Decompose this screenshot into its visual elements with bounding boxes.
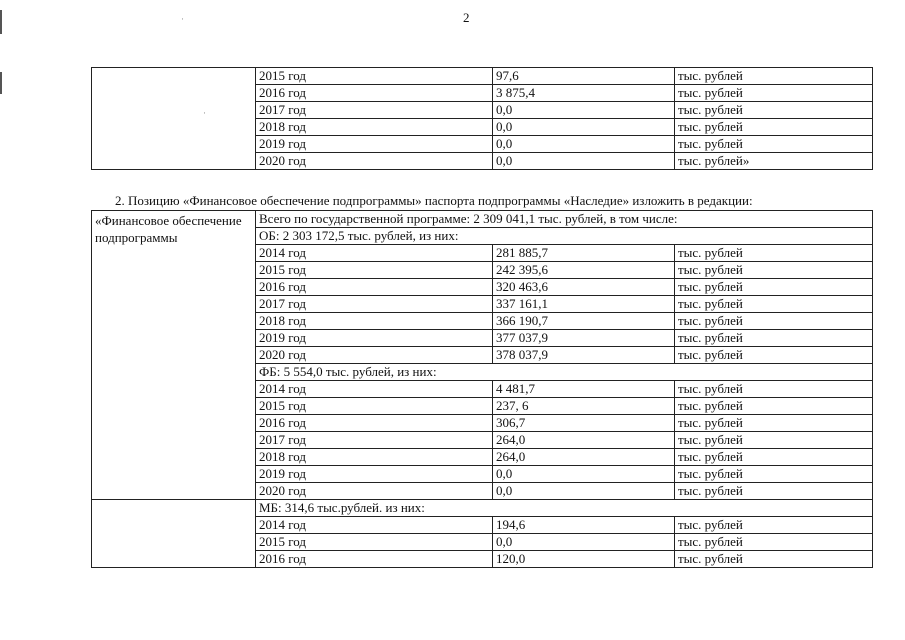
unit-cell: тыс. рублей bbox=[675, 398, 873, 415]
amount-cell: 0,0 bbox=[493, 153, 675, 170]
amount-cell: 0,0 bbox=[493, 483, 675, 500]
unit-cell: тыс. рублей bbox=[675, 296, 873, 313]
table-row bbox=[92, 68, 873, 85]
unit-cell: тыс. рублей bbox=[675, 432, 873, 449]
unit-cell: тыс. рублей bbox=[675, 136, 873, 153]
amount-cell: 306,7 bbox=[493, 415, 675, 432]
year-cell: 2019 год bbox=[256, 466, 493, 483]
unit-cell: тыс. рублей bbox=[675, 245, 873, 262]
empty-label-cell bbox=[92, 68, 256, 170]
amount-cell: 264,0 bbox=[493, 449, 675, 466]
amount-cell: 242 395,6 bbox=[493, 262, 675, 279]
year-cell: 2016 год bbox=[256, 551, 493, 568]
unit-cell: тыс. рублей bbox=[675, 85, 873, 102]
year-cell: 2015 год bbox=[256, 262, 493, 279]
year-cell: 2016 год bbox=[256, 415, 493, 432]
unit-cell: тыс. рублей bbox=[675, 449, 873, 466]
year-cell: 2018 год bbox=[256, 119, 493, 136]
amount-cell: 281 885,7 bbox=[493, 245, 675, 262]
amount-cell: 0,0 bbox=[493, 119, 675, 136]
unit-cell: тыс. рублей bbox=[675, 330, 873, 347]
section-header: МБ: 314,6 тыс.рублей. из них: bbox=[256, 500, 873, 517]
amount-cell: 0,0 bbox=[493, 534, 675, 551]
unit-cell: тыс. рублей bbox=[675, 381, 873, 398]
unit-cell: тыс. рублей bbox=[675, 68, 873, 85]
year-cell: 2015 год bbox=[256, 68, 493, 85]
amount-cell: 337 161,1 bbox=[493, 296, 675, 313]
year-cell: 2020 год bbox=[256, 153, 493, 170]
year-cell: 2014 год bbox=[256, 381, 493, 398]
amount-cell: 264,0 bbox=[493, 432, 675, 449]
year-cell: 2016 год bbox=[256, 85, 493, 102]
unit-cell: тыс. рублей bbox=[675, 313, 873, 330]
subprogram-funding-table bbox=[91, 210, 873, 568]
amount-cell: 3 875,4 bbox=[493, 85, 675, 102]
year-cell: 2015 год bbox=[256, 534, 493, 551]
year-cell: 2020 год bbox=[256, 347, 493, 364]
unit-cell: тыс. рублей bbox=[675, 483, 873, 500]
unit-cell: тыс. рублей bbox=[675, 534, 873, 551]
page-number: 2 bbox=[463, 10, 470, 25]
table-row bbox=[92, 211, 873, 228]
scan-edge-mark bbox=[0, 72, 2, 94]
scan-edge-mark bbox=[0, 10, 2, 34]
item-2-instruction: 2. Позицию «Финансовое обеспечение подпрограммы» паспорта подпрограммы «Наследие» изложить в редакции: bbox=[115, 193, 753, 208]
year-cell: 2016 год bbox=[256, 279, 493, 296]
year-cell: 2018 год bbox=[256, 449, 493, 466]
year-cell: 2017 год bbox=[256, 102, 493, 119]
year-cell: 2018 год bbox=[256, 313, 493, 330]
unit-cell: тыс. рублей bbox=[675, 262, 873, 279]
unit-cell: тыс. рублей bbox=[675, 466, 873, 483]
unit-cell: тыс. рублей bbox=[675, 102, 873, 119]
year-cell: 2019 год bbox=[256, 136, 493, 153]
amount-cell: 0,0 bbox=[493, 102, 675, 119]
empty-label-cell bbox=[92, 500, 256, 568]
amount-cell: 237, 6 bbox=[493, 398, 675, 415]
unit-cell: тыс. рублей bbox=[675, 551, 873, 568]
unit-cell: тыс. рублей bbox=[675, 347, 873, 364]
amount-cell: 320 463,6 bbox=[493, 279, 675, 296]
year-cell: 2014 год bbox=[256, 245, 493, 262]
year-cell: 2015 год bbox=[256, 398, 493, 415]
section-header-row bbox=[92, 500, 873, 517]
amount-cell: 120,0 bbox=[493, 551, 675, 568]
amount-cell: 377 037,9 bbox=[493, 330, 675, 347]
amount-cell: 97,6 bbox=[493, 68, 675, 85]
amount-cell: 4 481,7 bbox=[493, 381, 675, 398]
position-label: «Финансовое обеспечение подпрограммы bbox=[92, 211, 256, 500]
scan-speck: · bbox=[181, 14, 184, 24]
amount-cell: 0,0 bbox=[493, 136, 675, 153]
section-header: ФБ: 5 554,0 тыс. рублей, из них: bbox=[256, 364, 873, 381]
unit-cell: тыс. рублей bbox=[675, 279, 873, 296]
amount-cell: 366 190,7 bbox=[493, 313, 675, 330]
section-header: ОБ: 2 303 172,5 тыс. рублей, из них: bbox=[256, 228, 873, 245]
unit-cell: тыс. рублей bbox=[675, 119, 873, 136]
funding-table-continued bbox=[91, 67, 873, 170]
year-cell: 2014 год bbox=[256, 517, 493, 534]
year-cell: 2020 год bbox=[256, 483, 493, 500]
year-cell: 2019 год bbox=[256, 330, 493, 347]
amount-cell: 194,6 bbox=[493, 517, 675, 534]
year-cell: 2017 год bbox=[256, 432, 493, 449]
amount-cell: 0,0 bbox=[493, 466, 675, 483]
scan-speck: · bbox=[203, 108, 206, 118]
unit-cell: тыс. рублей» bbox=[675, 153, 873, 170]
amount-cell: 378 037,9 bbox=[493, 347, 675, 364]
total-line: Всего по государственной программе: 2 309 041,1 тыс. рублей, в том числе: bbox=[256, 211, 873, 228]
year-cell: 2017 год bbox=[256, 296, 493, 313]
unit-cell: тыс. рублей bbox=[675, 415, 873, 432]
unit-cell: тыс. рублей bbox=[675, 517, 873, 534]
